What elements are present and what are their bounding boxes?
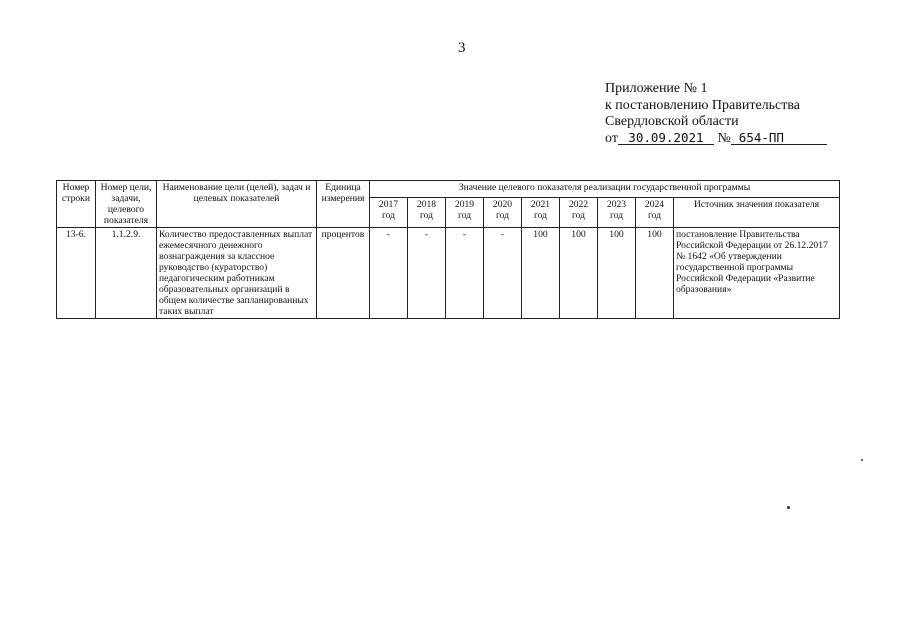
date-label: от [605,130,618,146]
header-year: 2018 год [408,197,446,227]
header-unit: Единица измерения [317,181,370,228]
header-row-1 [57,181,840,198]
cell-value: 100 [522,228,560,319]
header-year: 2020 год [484,197,522,227]
scan-speck [861,459,863,461]
appendix-region: Свердловской области [605,114,739,129]
cell-name: Количество предоставленных выплат ежемесячного денежного вознаграждения за классное руководство (кураторство) педагогическим работникам образовательных организаций в общем количестве запланированных таких выплат [157,228,317,319]
header-year: 2024 год [636,197,674,227]
appendix-header [605,81,827,147]
header-row-number: Номер строки [57,181,96,228]
cell-value: - [446,228,484,319]
header-year: 2017 год [370,197,408,227]
cell-unit: процентов [317,228,370,319]
cell-value: - [484,228,522,319]
scan-speck [787,506,790,509]
target-indicators-table [56,180,840,319]
header-source: Источник значения показателя [674,197,840,227]
cell-value: 100 [636,228,674,319]
table-row [57,228,840,319]
header-year: 2021 год [522,197,560,227]
resolution-number: 654-ПП [731,131,827,145]
cell-row-number: 13-6. [57,228,96,319]
cell-value: - [370,228,408,319]
resolution-date: 30.09.2021 [618,131,714,145]
page-number: 3 [458,40,466,56]
cell-goal-number: 1.1.2.9. [96,228,157,319]
number-label: № [717,130,731,146]
header-name: Наименование цели (целей), задач и целевых показателей [157,181,317,228]
cell-value: - [408,228,446,319]
appendix-title: Приложение № 1 [605,81,708,96]
header-year: 2023 год [598,197,636,227]
header-year: 2022 год [560,197,598,227]
appendix-signature-line [605,131,827,148]
cell-value: 100 [598,228,636,319]
header-goal-number: Номер цели, задачи, целевого показателя [96,181,157,228]
cell-source: постановление Правительства Российской Федерации от 26.12.2017 № 1642 «Об утверждении государственной программы Российской Федерации «Развитие образования» [674,228,840,319]
appendix-subtitle: к постановлению Правительства [605,97,801,113]
header-values-group: Значение целевого показателя реализации государственной программы [370,181,840,198]
cell-value: 100 [560,228,598,319]
header-year: 2019 год [446,197,484,227]
